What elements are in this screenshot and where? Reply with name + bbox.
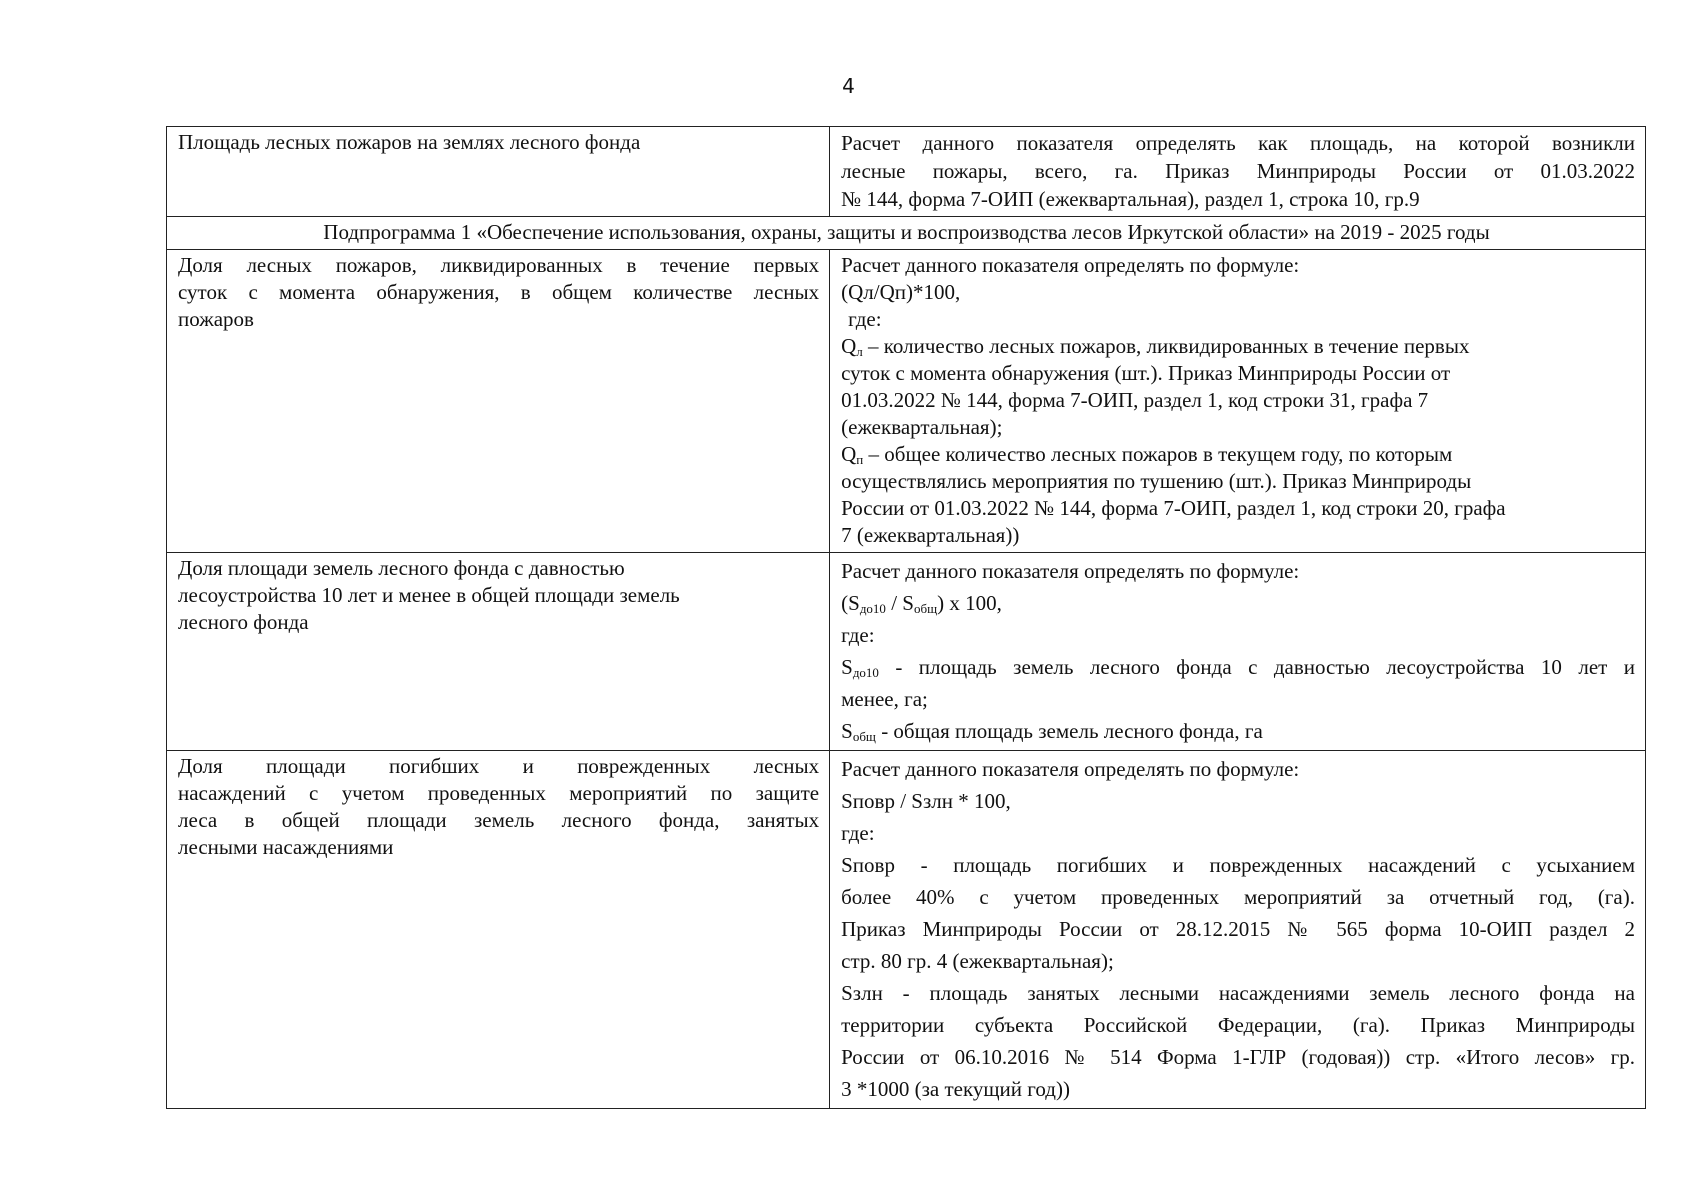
indicator-name-line: леса в общей площади земель лесного фонда, занятых — [178, 808, 820, 832]
variable-subscript: общ — [913, 601, 938, 616]
indicators-table — [166, 126, 1646, 1109]
table-row — [167, 250, 1646, 553]
definition-line: территории субъекта Российской Федерации, (га). Приказ Минприроды — [841, 1013, 1635, 1037]
indicator-name-cell — [167, 553, 830, 751]
indicator-name-cell — [167, 751, 830, 1109]
indicator-name-cell — [167, 127, 830, 217]
definition-line: России от 01.03.2022 № 144, форма 7-ОИП, раздел 1, код строки 20, графа — [841, 496, 1506, 520]
definition-line: Приказ Минприроды России от 28.12.2015 № 565 форма 10-ОИП раздел 2 — [841, 917, 1635, 941]
indicator-name-line: Доля лесных пожаров, ликвидированных в течение первых — [178, 253, 820, 277]
definition-line: суток с момента обнаружения (шт.). Приказ Минприроды России от — [841, 361, 1451, 385]
page-number: 4 — [842, 74, 855, 98]
definition-line: осуществлялись мероприятия по тушению (шт.). Приказ Минприроды — [841, 469, 1472, 493]
calculation-line: № 144, форма 7-ОИП (ежеквартальная), раздел 1, строка 10, гр.9 — [841, 187, 1420, 211]
variable-subscript: общ — [852, 729, 876, 744]
variable-symbol: Q — [841, 334, 857, 358]
variable-definition — [841, 715, 1635, 747]
definition-line: стр. 80 гр. 4 (ежеквартальная); — [841, 949, 1114, 973]
formula-part: / S — [885, 591, 914, 615]
indicator-name-cell — [167, 250, 830, 553]
definition-line: менее, га; — [841, 687, 928, 711]
indicator-name-line: лесного фонда — [178, 610, 309, 634]
calculation-cell — [830, 127, 1646, 217]
calculation-line: Расчет данного показателя определять как площадь, на которой возникли — [841, 131, 1635, 155]
calculation-cell — [830, 751, 1646, 1109]
variable-subscript: до10 — [859, 601, 886, 616]
variable-symbol: S — [841, 719, 853, 743]
variable-definition — [841, 651, 1635, 683]
indicator-name-line: пожаров — [178, 307, 254, 331]
where-label: где: — [841, 623, 875, 647]
definition-line: Sзлн - площадь занятых лесными насаждениями земель лесного фонда на — [841, 981, 1635, 1005]
calculation-cell — [830, 553, 1646, 751]
indicator-name: Площадь лесных пожаров на землях лесного фонда — [178, 130, 641, 154]
where-label: где: — [841, 821, 875, 845]
definition-line: (ежеквартальная); — [841, 415, 1003, 439]
indicator-name-line: насаждений с учетом проведенных мероприятий по защите — [178, 781, 820, 805]
formula-intro: Расчет данного показателя определять по формуле: — [841, 253, 1300, 277]
indicator-name-line: лесными насаждениями — [178, 835, 394, 859]
formula — [841, 587, 1635, 619]
formula: Sповр / Sзлн * 100, — [841, 789, 1011, 813]
section-row — [167, 217, 1646, 250]
table-row — [167, 553, 1646, 751]
variable-subscript: л — [856, 344, 863, 359]
indicator-name-line: лесоустройства 10 лет и менее в общей площади земель — [178, 583, 680, 607]
definition-text: - общая площадь земель лесного фонда, га — [875, 719, 1263, 743]
indicator-name-line: Доля площади земель лесного фонда с давностью — [178, 556, 625, 580]
where-label: где: — [848, 307, 882, 331]
definition-text: – количество лесных пожаров, ликвидированных в течение первых — [862, 334, 1470, 358]
indicator-name-line: суток с момента обнаружения, в общем количестве лесных — [178, 280, 820, 304]
formula-intro: Расчет данного показателя определять по формуле: — [841, 757, 1300, 781]
variable-definition — [841, 441, 1635, 468]
formula-part: ) х 100, — [937, 591, 1002, 615]
definition-text: - площадь земель лесного фонда с давностью лесоустройства 10 лет и — [878, 655, 1635, 679]
definition-line: 01.03.2022 № 144, форма 7-ОИП, раздел 1, код строки 31, графа 7 — [841, 388, 1429, 412]
subprogram-title: Подпрограмма 1 «Обеспечение использования, охраны, защиты и воспроизводства лесов Иркутской области» на 2019 - 2025 годы — [323, 220, 1490, 244]
variable-definition — [841, 333, 1635, 360]
definition-line: 3 *1000 (за текущий год)) — [841, 1077, 1070, 1101]
definition-line: России от 06.10.2016 № 514 Форма 1-ГЛР (годовая)) стр. «Итого лесов» гр. — [841, 1045, 1635, 1069]
formula-intro: Расчет данного показателя определять по формуле: — [841, 559, 1300, 583]
definition-line: более 40% с учетом проведенных мероприятий за отчетный год, (га). — [841, 885, 1635, 909]
formula-part: (S — [841, 591, 860, 615]
table-row — [167, 751, 1646, 1109]
definition-line: Sповр - площадь погибших и поврежденных насаждений с усыханием — [841, 853, 1635, 877]
calculation-line: лесные пожары, всего, га. Приказ Минприроды России от 01.03.2022 — [841, 159, 1635, 183]
variable-subscript: до10 — [852, 665, 879, 680]
definition-text: – общее количество лесных пожаров в текущем году, по которым — [863, 442, 1453, 466]
variable-symbol: Q — [841, 442, 857, 466]
formula: (Qл/Qп)*100, — [841, 280, 961, 304]
variable-symbol: S — [841, 655, 853, 679]
indicator-name-line: Доля площади погибших и поврежденных лесных — [178, 754, 820, 778]
calculation-cell — [830, 250, 1646, 553]
definition-line: 7 (ежеквартальная)) — [841, 523, 1020, 547]
variable-subscript: п — [856, 452, 864, 467]
table-row — [167, 127, 1646, 217]
subprogram-heading — [167, 217, 1646, 250]
